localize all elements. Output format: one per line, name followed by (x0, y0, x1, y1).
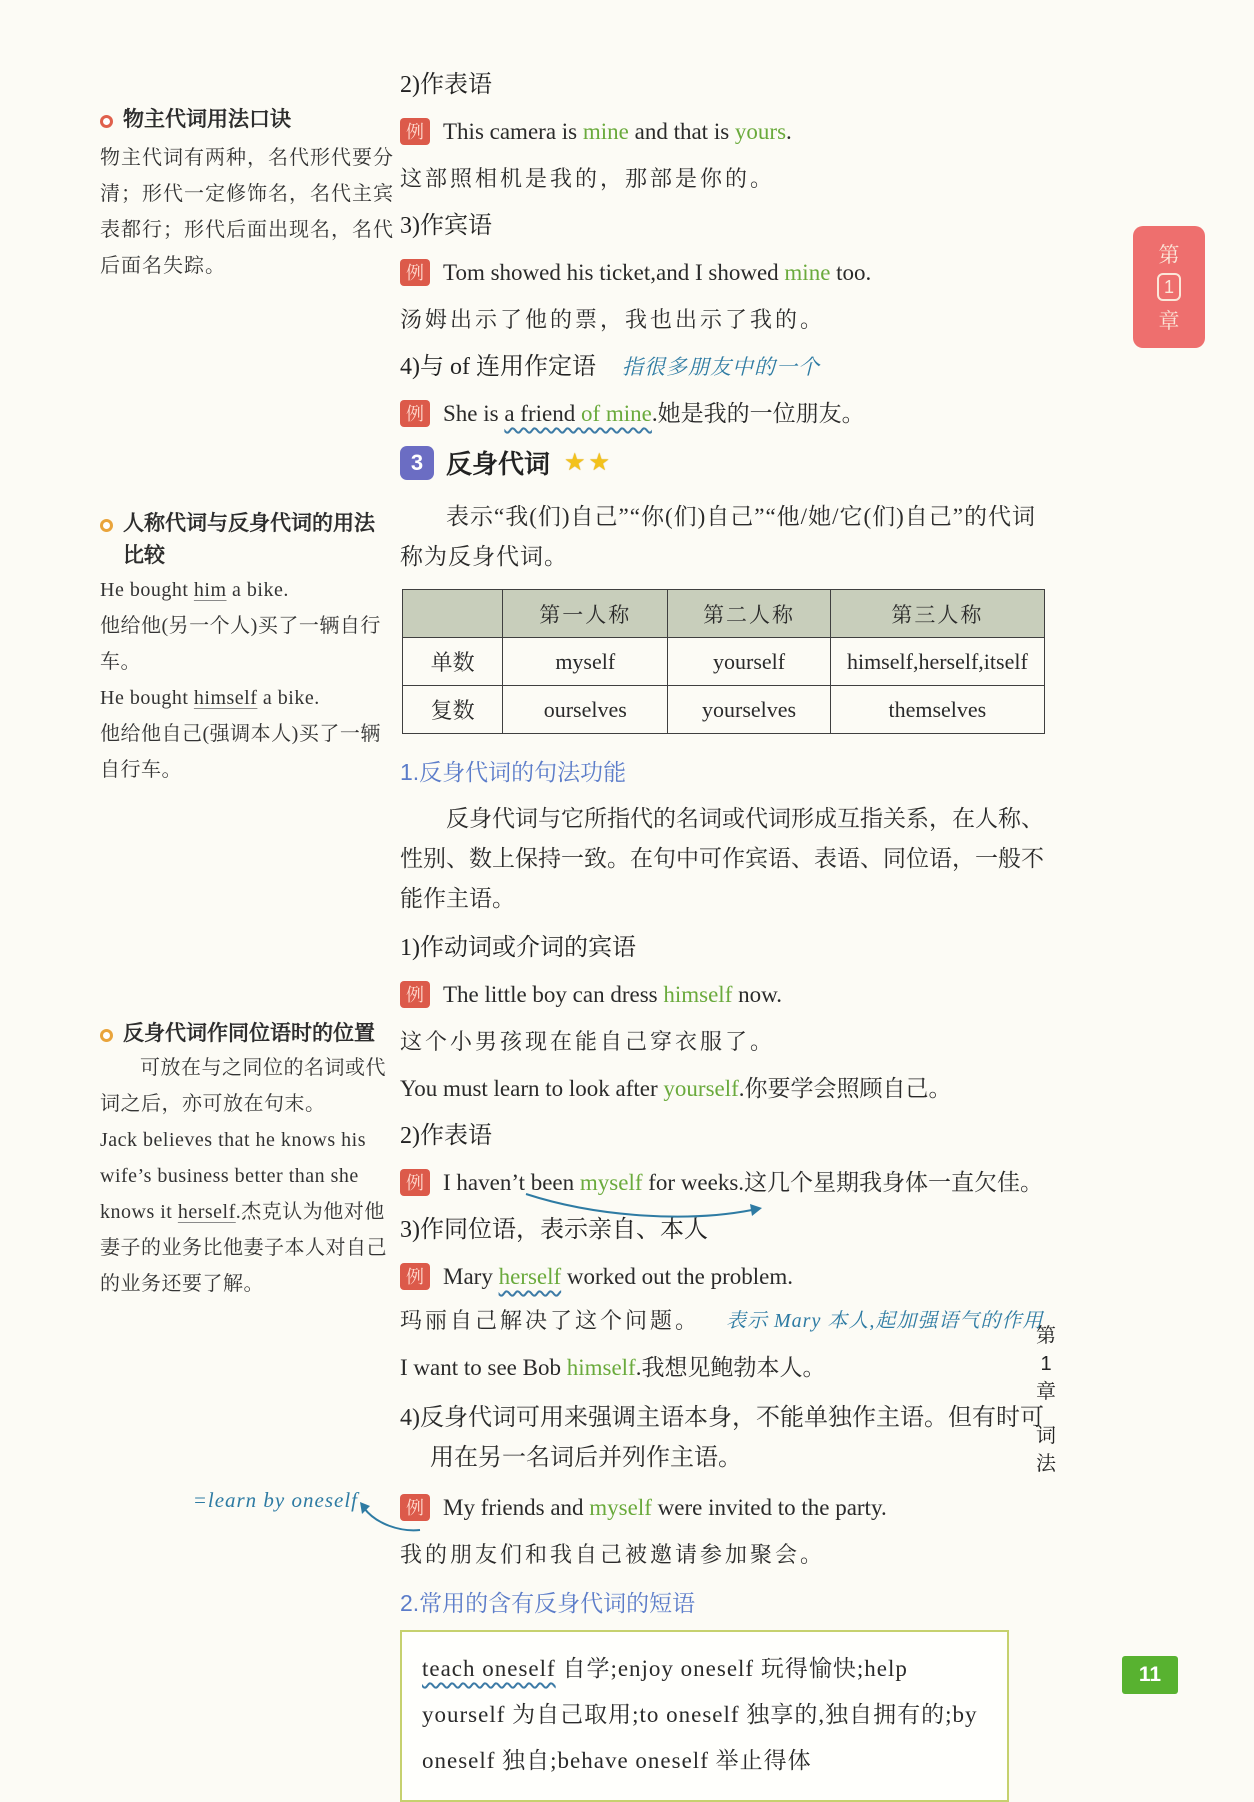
note-personal-vs-reflexive (100, 508, 395, 788)
example-badge-icon: 例 (400, 400, 430, 427)
example-friend (400, 397, 1045, 431)
footer-char: 1 (1040, 1353, 1052, 1375)
footer-char: 法 (1036, 1453, 1056, 1475)
subheading-1-syntax-functions: 1.反身代词的句法功能 (400, 759, 627, 785)
table-row (403, 638, 1045, 686)
heading-2-predicative-reflexive: 2)作表语 (400, 1123, 492, 1149)
example-sentence: He bought him a bike. (100, 579, 289, 601)
example-translation: 我的朋友们和我自己被邀请参加聚会。 (400, 1542, 826, 1567)
note-title-text: 反身代词作同位语时的位置 (123, 1022, 375, 1045)
phrase-box: teach oneself 自学;enjoy oneself 玩得愉快;help yourself 为自己取用;to oneself 独享的,独自拥有的;by oneself 独自;behave oneself 举止得体 (400, 1630, 1009, 1802)
section-number-badge: 3 (400, 446, 434, 480)
example-sentence: He bought himself a bike. (100, 687, 320, 709)
definition-paragraph: 表示“我(们)自己”“你(们)自己”“他/她/它(们)自己”的代词称为反身代词。 (400, 504, 1036, 569)
example-mixed: Jack believes that he knows his wife’s business better than she knows it herself.杰克认为他对他妻子的业务比他妻子本人对自己的业务还要了解。 (100, 1129, 387, 1295)
handwritten-note-learn-by-oneself: =learn by oneself (192, 1488, 358, 1512)
table-cell: myself (503, 638, 668, 686)
page-number-badge: 11 (1122, 1656, 1178, 1694)
header-cell (403, 590, 503, 638)
reflexive-pronoun-table (402, 589, 1045, 734)
chapter-number-boxed: 1 (1157, 273, 1181, 301)
handwritten-note-mary: 表示 Mary 本人,起加强语气的作用 (726, 1310, 1044, 1332)
example-badge-icon: 例 (400, 1169, 430, 1196)
table-cell: themselves (830, 686, 1044, 734)
chapter-tab (1133, 226, 1205, 348)
example-badge-icon: 例 (400, 118, 430, 145)
example-translation: 玛丽自己解决了这个问题。 (400, 1308, 701, 1333)
example-mary (400, 1260, 1045, 1294)
example-translation: 他给他(另一个人)买了一辆自行车。 (100, 615, 381, 673)
example-tom (400, 256, 1045, 290)
table-cell: 单数 (403, 638, 503, 686)
handwritten-note-of-mine: 指很多朋友中的一个 (621, 355, 820, 379)
subheading-2-common-phrases: 2.常用的含有反身代词的短语 (400, 1590, 696, 1616)
heading-4-of-phrase: 4)与 of 连用作定语 (400, 354, 596, 380)
example-party (400, 1491, 1045, 1525)
chapter-tab-char: 章 (1158, 310, 1180, 333)
example-translation: 汤姆出示了他的票，我也出示了我的。 (400, 307, 826, 332)
note-title (100, 508, 395, 572)
note-intro: 可放在与之同位的名词或代词之后，亦可放在句末。 (100, 1057, 386, 1115)
footer-char: 词 (1036, 1425, 1056, 1447)
syntax-paragraph: 反身代词与它所指代的名词或代词形成互指关系，在人称、性别、数上保持一致。在句中可作宾语、表语、同位语，一般不能作主语。 (400, 806, 1044, 911)
header-cell: 第三人称 (830, 590, 1044, 638)
heading-4-emphasis: 4)反身代词可用来强调主语本身，不能单独作主语。但有时可用在另一名词后并列作主语。 (400, 1405, 1044, 1471)
note-title-text: 人称代词与反身代词的用法比较 (123, 512, 375, 567)
example-boy (400, 978, 1045, 1012)
heading-1-verb-prep-object: 1)作动词或介词的宾语 (400, 935, 636, 961)
example-sentence: My friends and myself were invited to the party. (443, 1495, 887, 1520)
example-sentence: She is a friend of mine.她是我的一位朋友。 (443, 401, 865, 426)
bullet-icon (100, 115, 113, 128)
example-look-after: You must learn to look after yourself.你要学会照顾自己。 (400, 1076, 952, 1101)
example-sentence: Mary herself worked out the problem. (443, 1264, 794, 1289)
header-cell: 第一人称 (503, 590, 668, 638)
note-title-text: 物主代词用法口诀 (123, 108, 291, 131)
example-badge-icon: 例 (400, 1263, 430, 1290)
heading-3-object: 3)作宾语 (400, 213, 492, 239)
example-camera (400, 115, 1045, 149)
example-sentence: This camera is mine and that is yours. (443, 119, 792, 144)
table-row (403, 686, 1045, 734)
note-possessive-rhyme (100, 104, 395, 284)
note-title (100, 104, 395, 136)
note-appositive-position (100, 1018, 395, 1302)
main-content-column (400, 68, 1045, 1802)
chapter-tab-char: 第 (1158, 244, 1180, 267)
section-title: 反身代词 (446, 449, 551, 479)
header-cell: 第二人称 (668, 590, 830, 638)
footer-chapter-label (1036, 1322, 1056, 1478)
note-title (100, 1018, 395, 1050)
heading-2-predicative: 2)作表语 (400, 72, 492, 98)
table-cell: yourself (668, 638, 830, 686)
example-sentence: Tom showed his ticket,and I showed mine too. (443, 260, 872, 285)
bullet-icon (100, 519, 113, 532)
table-header-row (403, 590, 1045, 638)
example-sentence: I haven’t been myself for weeks.这几个星期我身体一直欠佳。 (443, 1170, 1044, 1195)
example-badge-icon: 例 (400, 1494, 430, 1521)
heading-4-of-phrase-row (400, 350, 1045, 384)
footer-char: 章 (1036, 1381, 1056, 1403)
table-cell: yourselves (668, 686, 830, 734)
example-badge-icon: 例 (400, 259, 430, 286)
note-body: 物主代词有两种，名代形代要分清；形代一定修饰名，名代主宾表都行；形代后面出现名，名代后面名失踪。 (100, 147, 394, 277)
footer-char: 第 (1036, 1325, 1056, 1347)
example-bob: I want to see Bob himself.我想见鲍勃本人。 (400, 1355, 826, 1380)
section-3-reflexive-header (400, 444, 1045, 481)
table-cell: himself,herself,itself (830, 638, 1044, 686)
table-cell: ourselves (503, 686, 668, 734)
example-translation: 这个小男孩现在能自己穿衣服了。 (400, 1029, 776, 1054)
mary-translation-row (400, 1304, 1045, 1338)
example-translation: 这部照相机是我的，那部是你的。 (400, 166, 776, 191)
example-weeks (400, 1166, 1045, 1200)
bullet-icon (100, 1029, 113, 1042)
star-rating-icon: ★★ (564, 450, 614, 476)
example-badge-icon: 例 (400, 981, 430, 1008)
table-cell: 复数 (403, 686, 503, 734)
heading-3-appositive: 3)作同位语，表示亲自、本人 (400, 1217, 708, 1243)
example-sentence: The little boy can dress himself now. (443, 982, 782, 1007)
example-translation: 他给他自己(强调本人)买了一辆自行车。 (100, 723, 381, 781)
